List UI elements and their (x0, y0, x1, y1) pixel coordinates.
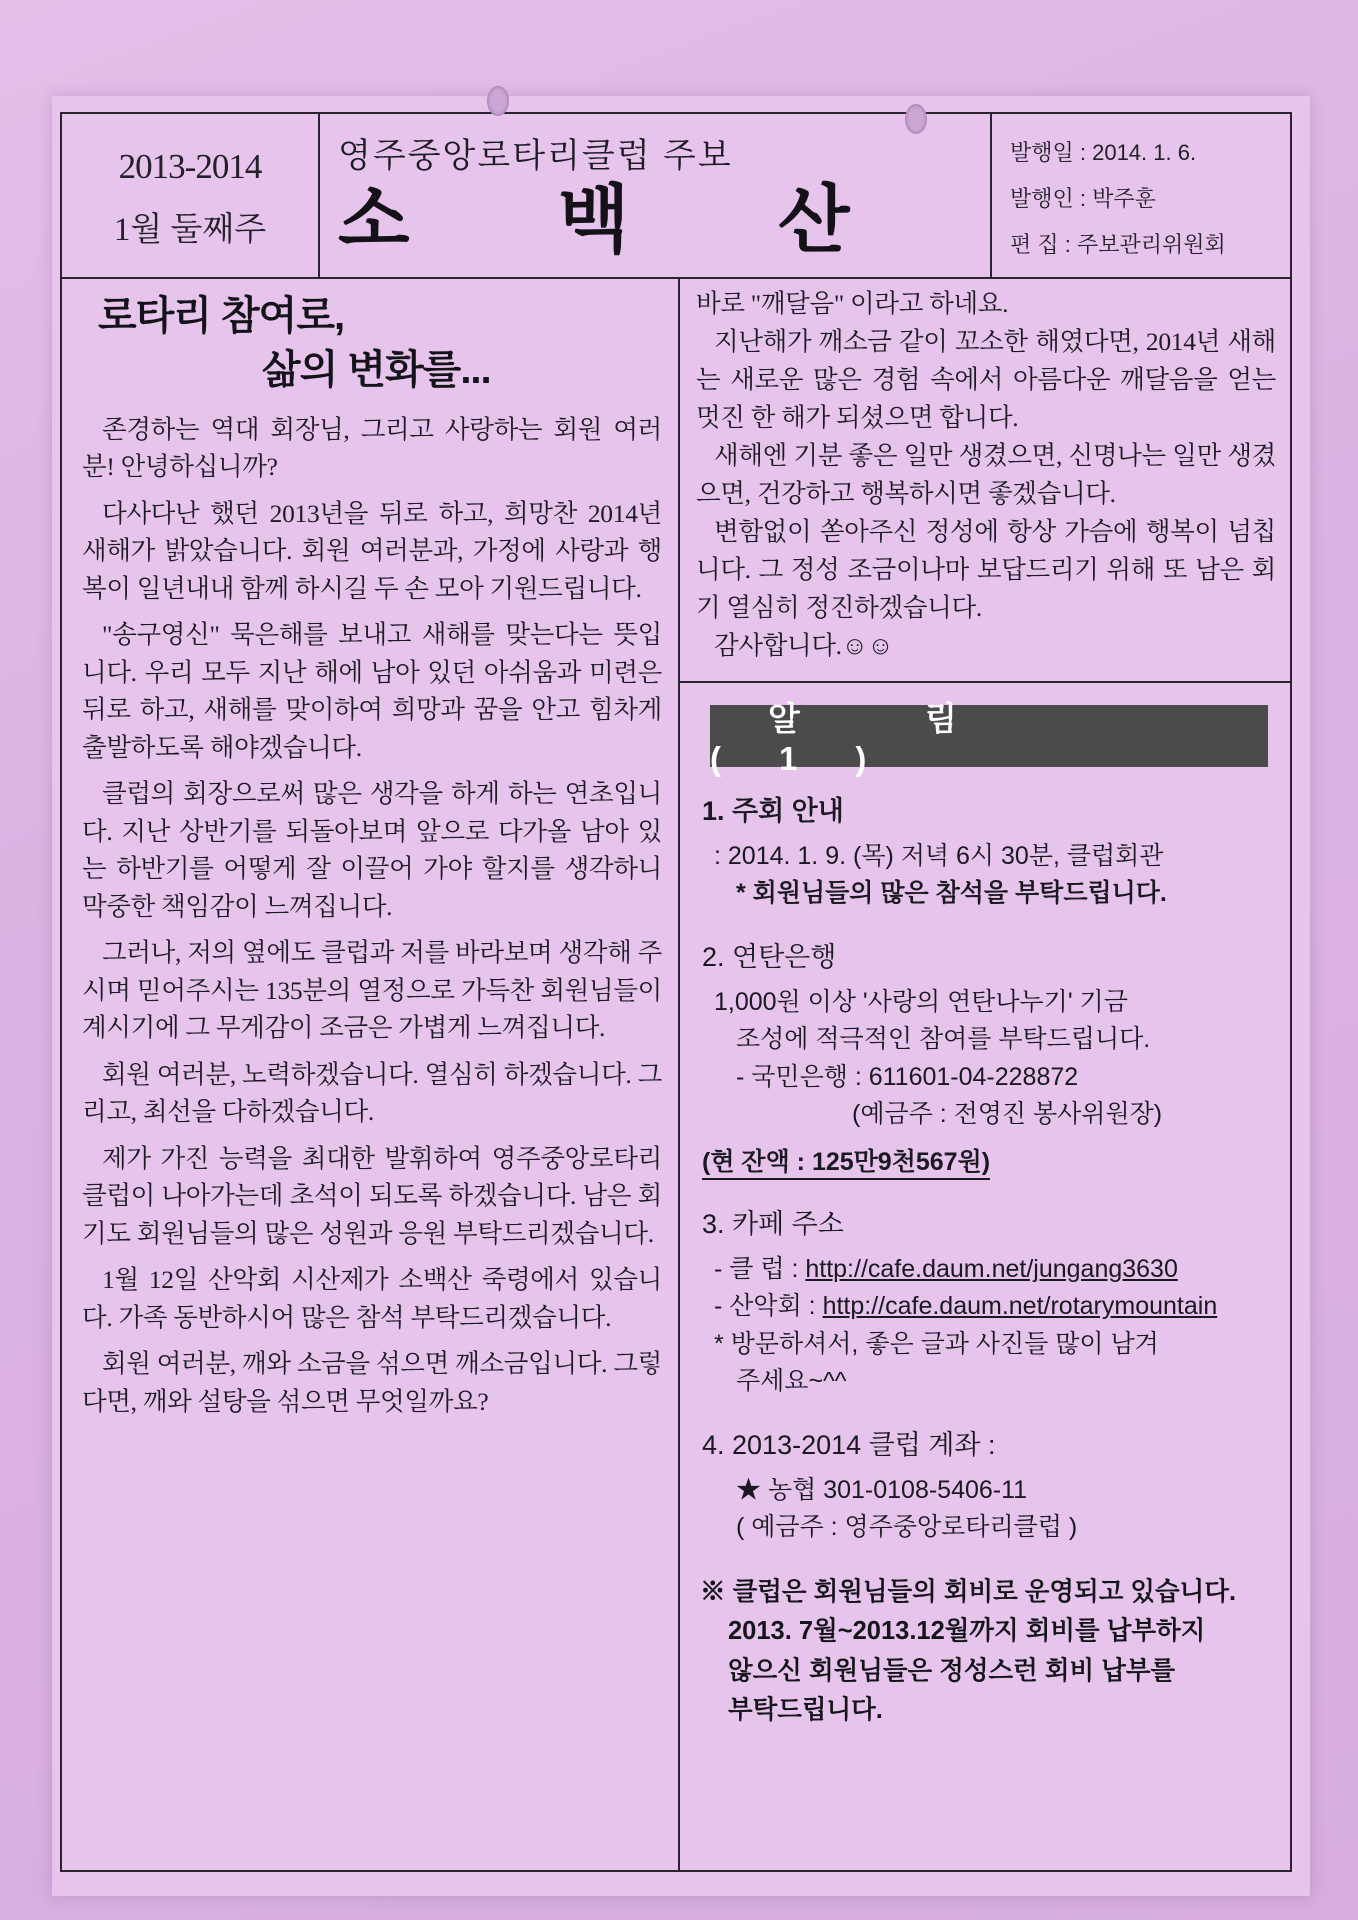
article-paragraph: 그러나, 저의 옆에도 클럽과 저를 바라보며 생각해 주시며 믿어주시는 135분의 열정으로 가득찬 회원님들이 계시기에 그 무게감이 조금은 가볍게 느껴집니다. (82, 938, 662, 1043)
current-balance: (현 잔액 : 125만9천567원) (702, 1142, 990, 1180)
content-columns (62, 279, 1290, 1870)
section-title: 4. 2013-2014 클럽 계좌 : (702, 1429, 996, 1460)
punch-hole-icon (487, 86, 509, 116)
article-paragraph: 제가 가진 능력을 최대한 발휘하여 영주중앙로타리클럽이 나아가는데 초석이 되도록 하겠습니다. 남은 회기도 회원님들의 많은 성원과 응원 부탁드리겠습니다. (82, 1143, 662, 1248)
issue-week: 1월 둘째주 (113, 212, 267, 248)
section-line: 조성에 적극적인 참여를 부탁드립니다. (736, 1025, 1151, 1054)
section-divider (680, 681, 1290, 683)
article-paragraph: 바로 "깨달음" 이라고 하네요. (696, 289, 1009, 318)
article-paragraph: 클럽의 회장으로써 많은 생각을 하게 하는 연초입니다. 지난 상반기를 되돌아보며 앞으로 다가올 남아 있는 하반기를 어떻게 잘 이끌어 가야 할지를 생각하니 막중한 책임감이 느껴집니다. (82, 779, 662, 921)
article-paragraph: 지난해가 깨소금 같이 꼬소한 해였다면, 2014년 새해는 새로운 많은 경험 속에서 아름다운 깨달음을 얻는 멋진 한 해가 되셨으면 합니다. (696, 326, 1276, 432)
headline-line-2: 삶의 변화를... (262, 348, 491, 392)
account-holder-line: ( 예금주 : 영주중앙로타리클럽 ) (736, 1513, 1078, 1542)
notice-banner: 알 림 (1) (710, 705, 1268, 767)
editor-name: 편 집 : 주보관리위원회 (1010, 232, 1226, 257)
section-title: 3. 카페 주소 (702, 1208, 844, 1239)
issue-year: 2013-2014 (118, 147, 262, 186)
section-line: * 회원님들의 많은 참석을 부탁드립니다. (736, 879, 1167, 908)
article-paragraph: 감사합니다.☺☺ (714, 630, 894, 660)
article-paragraph: 회원 여러분, 노력하겠습니다. 열심히 하겠습니다. 그리고, 최선을 다하겠습니다. (82, 1059, 662, 1127)
notice-section-4 (702, 1423, 1276, 1547)
publication-subtitle: 영주중앙로타리클럽 주보 (338, 137, 733, 175)
article-paragraph: 1월 12일 산악회 시산제가 소백산 죽령에서 있습니다. 가족 동반하시어 많은 참석 부탁드리겠습니다. (82, 1265, 662, 1332)
right-column (680, 279, 1290, 1870)
publisher-name: 발행인 : 박주훈 (1010, 186, 1156, 211)
article-paragraph: 회원 여러분, 깨와 소금을 섞으면 깨소금입니다. 그렇다면, 깨와 설탕을 섞으면 무엇일까요? (82, 1349, 662, 1416)
section-line: 1,000원 이상 '사랑의 연탄나누기' 기금 (714, 987, 1128, 1016)
section-line: 주세요~^^ (736, 1367, 847, 1396)
section-line: : 2014. 1. 9. (목) 저녁 6시 30분, 클럽회관 (714, 841, 1164, 870)
section-title: 1. 주회 안내 (702, 795, 844, 826)
notice-section-2 (702, 935, 1276, 1180)
article-paragraph: 존경하는 역대 회장님, 그리고 사랑하는 회원 여러분! 안녕하십니까? (82, 415, 662, 482)
publication-title: 소 백 산 (338, 178, 914, 261)
cafe-link-club[interactable]: - 클 럽 : http://cafe.daum.net/jungang3630 (714, 1254, 1178, 1283)
cafe-link-mountain[interactable]: - 산악회 : http://cafe.daum.net/rotarymountain (714, 1292, 1218, 1321)
notice-section-1 (702, 789, 1276, 913)
masthead (62, 114, 1290, 279)
notice-section-3 (702, 1202, 1276, 1401)
membership-fee-note (700, 1573, 1276, 1731)
note-line: 2013. 7월~2013.12월까지 회비를 납부하지 (728, 1617, 1206, 1646)
bank-account-line: - 국민은행 : 611601-04-228872 (736, 1062, 1079, 1091)
article-headline (82, 289, 662, 397)
note-line: 않으신 회원님들은 정성스런 회비 납부를 (728, 1656, 1176, 1685)
note-line: 부탁드립니다. (728, 1696, 883, 1725)
publish-date: 발행일 : 2014. 1. 6. (1010, 140, 1197, 165)
section-title: 2. 연탄은행 (702, 941, 837, 972)
article-paragraph: 새해엔 기분 좋은 일만 생겼으면, 신명나는 일만 생겼으면, 건강하고 행복하시면 좋겠습니다. (696, 440, 1276, 508)
masthead-issue-block (62, 114, 320, 277)
section-line: * 방문하셔서, 좋은 글과 사진들 많이 남겨 (714, 1329, 1159, 1358)
headline-line-1: 로타리 참여로, (98, 294, 345, 338)
account-holder-line: (예금주 : 전영진 봉사위원장) (852, 1100, 1163, 1129)
club-account-line: ★ 농협 301-0108-5406-11 (736, 1475, 1028, 1504)
masthead-title-block (320, 114, 990, 277)
left-column (62, 279, 680, 1870)
article-paragraph: "송구영신" 묵은해를 보내고 새해를 맞는다는 뜻입니다. 우리 모두 지난 해에 남아 있던 아쉬움과 미련은 뒤로 하고, 새해를 맞이하여 희망과 꿈을 안고 힘차게 출발하도록 해야겠습니다. (82, 620, 662, 762)
note-line: ※ 클럽은 회원님들의 회비로 운영되고 있습니다. (700, 1577, 1237, 1606)
article-paragraph: 다사다난 했던 2013년을 뒤로 하고, 희망찬 2014년 새해가 밝았습니다. 회원 여러분과, 가정에 사랑과 행복이 일년내내 함께 하시길 두 손 모아 기원드립니다. (82, 498, 662, 603)
masthead-imprint-block (990, 114, 1290, 277)
article-paragraph: 변함없이 쏟아주신 정성에 항상 가슴에 행복이 넘칩니다. 그 정성 조금이나마 보답드리기 위해 또 남은 회기 열심히 정진하겠습니다. (696, 516, 1276, 622)
